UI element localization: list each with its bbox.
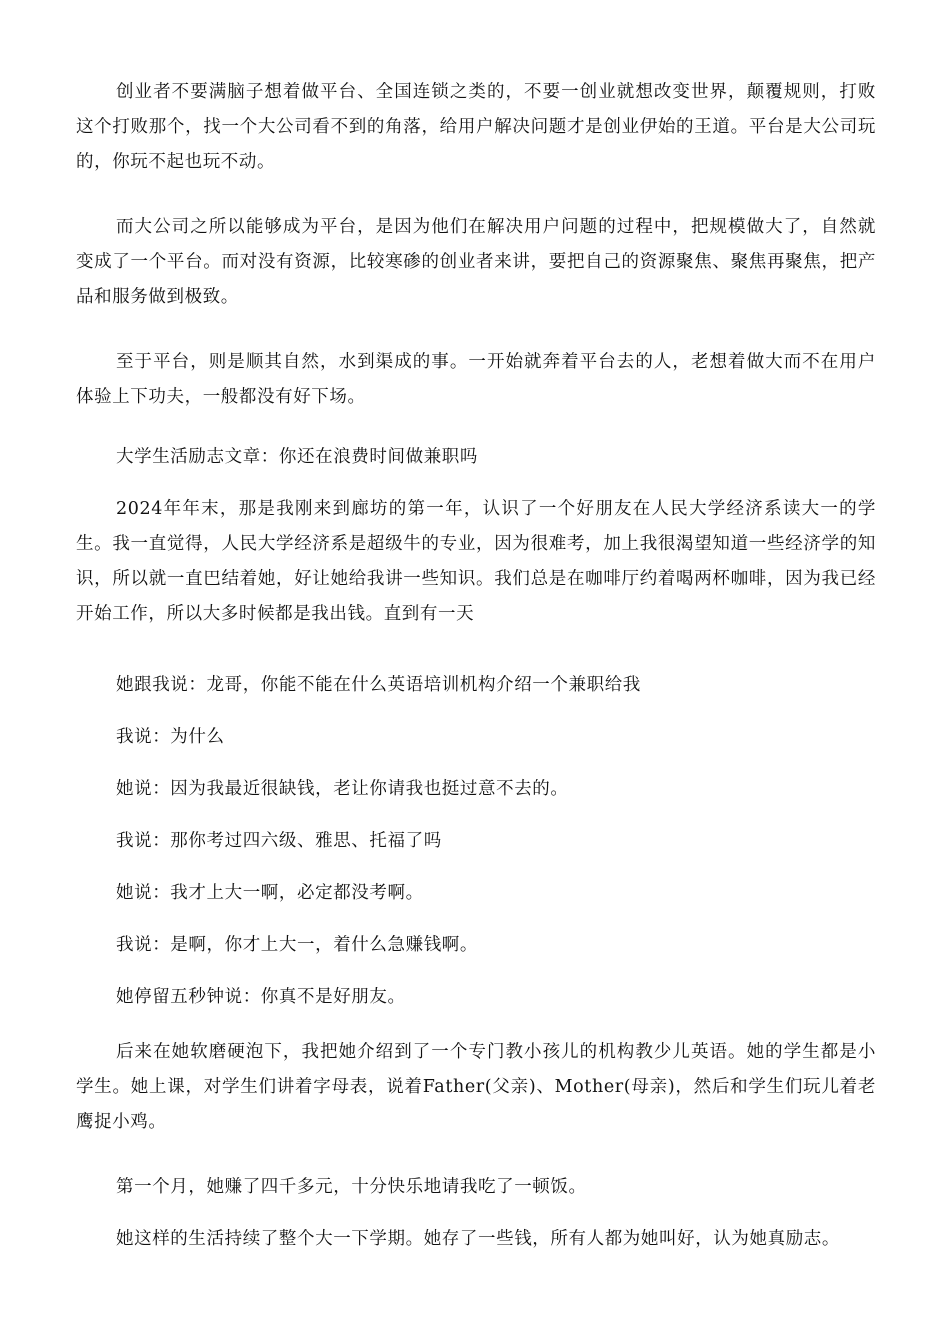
paragraph-6: 我说：为什么 xyxy=(116,727,225,747)
paragraph-12: 后来在她软磨硬泡下，我把她介绍到了一个专门教小孩儿的机构教少儿英语。她的学生都是小学生。她上课，对学生们讲着字母表，说着Father(父亲)、Mother(母亲)，然后和学生们玩儿着老鹰捉小鸡。 xyxy=(76,1042,876,1132)
paragraph-11: 她停留五秒钟说：你真不是好朋友。 xyxy=(116,987,406,1007)
paragraph-2: 而大公司之所以能够成为平台，是因为他们在解决用户问题的过程中，把规模做大了，自然就变成了一个平台。而对没有资源，比较寒碜的创业者来讲，要把自己的资源聚焦、聚焦再聚焦，把产品和服务做到极致。 xyxy=(76,217,876,307)
paragraph-1: 创业者不要满脑子想着做平台、全国连锁之类的，不要一创业就想改变世界，颠覆规则，打败这个打败那个，找一个大公司看不到的角落，给用户解决问题才是创业伊始的王道。平台是大公司玩的，你玩不起也玩不动。 xyxy=(76,82,876,172)
paragraph-3: 至于平台，则是顺其自然，水到渠成的事。一开始就奔着平台去的人，老想着做大而不在用户体验上下功夫，一般都没有好下场。 xyxy=(76,352,876,407)
paragraph-4: 2024年年末，那是我刚来到廊坊的第一年，认识了一个好朋友在人民大学经济系读大一的学生。我一直觉得，人民大学经济系是超级牛的专业，因为很难考，加上我很渴望知道一些经济学的知识，所以就一直巴结着她，好让她给我讲一些知识。我们总是在咖啡厅约着喝两杯咖啡，因为我已经开始工作，所以大多时候都是我出钱。直到有一天 xyxy=(76,499,876,624)
paragraph-10: 我说：是啊，你才上大一，着什么急赚钱啊。 xyxy=(116,935,478,955)
paragraph-7: 她说：因为我最近很缺钱，老让你请我也挺过意不去的。 xyxy=(116,779,569,799)
paragraph-13: 第一个月，她赚了四千多元，十分快乐地请我吃了一顿饭。 xyxy=(116,1177,587,1197)
paragraph-14: 她这样的生活持续了整个大一下学期。她存了一些钱，所有人都为她叫好，认为她真励志。 xyxy=(116,1229,840,1249)
paragraph-5: 她跟我说：龙哥，你能不能在什么英语培训机构介绍一个兼职给我 xyxy=(116,675,641,695)
paragraph-8: 我说：那你考过四六级、雅思、托福了吗 xyxy=(116,831,442,851)
paragraph-9: 她说：我才上大一啊，必定都没考啊。 xyxy=(116,883,424,903)
section-heading: 大学生活励志文章：你还在浪费时间做兼职吗 xyxy=(116,447,478,467)
